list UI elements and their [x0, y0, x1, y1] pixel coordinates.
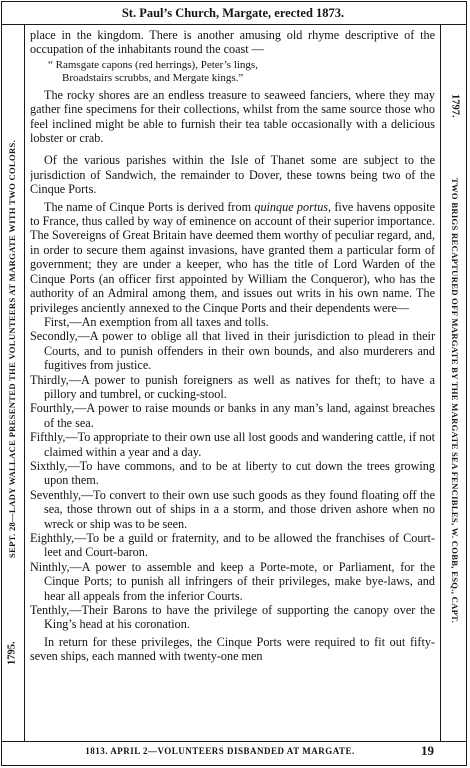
left-margin-note: [3, 57, 21, 665]
privilege-item: Secondly,—A power to oblige all that lived in their jurisdiction to plead in their Courts, and to punish offenders in their own bounds, and also murderers and fugitives from justice.: [30, 329, 435, 373]
page-number: 19: [421, 743, 434, 758]
left-margin-events: SEPT. 28—LADY WALLACE PRESENTED THE VOLUNTEERS AT MARGATE WITH TWO COLORS.: [7, 140, 17, 559]
footer-rule: [1, 741, 467, 742]
privilege-item: Fifthly,—To appropriate to their own use all lost goods and wandering cattle, if not claimed within a year and a day.: [30, 430, 435, 459]
privilege-item: First,—An exemption from all taxes and tolls.: [44, 314, 269, 329]
cinque-ports-latin: quinque portus: [254, 199, 329, 214]
footer-events: 1813. APRIL 2—VOLUNTEERS DISBANDED AT MARGATE.: [85, 746, 355, 756]
running-header: St. Paul’s Church, Margate, erected 1873.: [121, 6, 345, 20]
paragraph-seaweed: The rocky shores are an endless treasure to seaweed fanciers, where they may gather fine specimens for their collections, whilst from the same source those who feel inclined might be able to furnish their tea table occasionally with a delicious lobster or crab.: [30, 87, 435, 146]
rhyme-quote: [48, 59, 435, 85]
right-margin-events: TWO BRIGS RECAPTURED OFF MARGATE BY THE MARGATE SEA FENCIBLES, W. COBB, ESQ., CAPT.: [450, 178, 460, 624]
privilege-item: Ninthly,—A power to assemble and keep a Porte-mote, or Parliament, for the Cinque Ports; to punish all infringers of their privileges, make bye-laws, and hear all appeals from the inferior Courts.: [30, 559, 435, 603]
quote-line-1: “ Ramsgate capons (red herrings), Peter’s lings,: [48, 58, 258, 71]
left-margin-year: 1795.: [6, 641, 18, 665]
privilege-item: Thirdly,—A power to punish foreigners as well as natives for theft; to have a pillory and tumbrel, or cucking-stool.: [30, 372, 435, 401]
right-margin-year: 1797.: [449, 94, 461, 118]
privilege-item: Tenthly,—Their Barons to have the privilege of supporting the canopy over the King’s head at his coronation.: [30, 603, 435, 632]
cinque-ports-text-a: The name of Cinque Ports is derived from: [44, 199, 255, 214]
header-rule: [1, 24, 467, 25]
right-margin-rule: [440, 24, 441, 741]
right-margin-note: [446, 94, 464, 684]
privilege-item: Fourthly,—A power to raise mounds or banks in any man’s land, against breaches of the sea.: [30, 401, 435, 430]
paragraph-continuation: place in the kingdom. There is another amusing old rhyme descriptive of the occupation of the inhabitants round the coast —: [30, 28, 435, 57]
privilege-item: Eighthly,—To be a guild or fraternity, and to be allowed the franchises of Court-leet and Court-baron.: [30, 531, 435, 560]
paragraph-cinque-ports: [30, 200, 435, 315]
quote-line-2: Broadstairs scrubbs, and Mergate kings.”: [62, 71, 244, 84]
privilege-item: Seventhly,—To convert to their own use such goods as they found floating off the sea, those thrown out of ships in a a storm, and those driven ashore when no wreck or ship was to be seen.: [30, 487, 435, 531]
left-margin-rule: [24, 24, 25, 741]
privilege-item: Sixthly,—To have commons, and to be at liberty to cut down the trees growing upon them.: [30, 458, 435, 488]
body-text: [30, 28, 435, 738]
cinque-ports-text-b: , five havens opposite to France, thus called by way of eminence on account of their superior importance. The Sovereigns of Great Britain have deemed them worthy of peculiar regard, and, in order to secure them against invasions, have granted them a particular form of government; they are under a keeper, who has the title of Lord Warden of the Cinque Ports (an officer first appointed by William the Conqueror), who has the authority of an Admiral among them, and issues out writs in his own name. The privileges anciently annexed to the Cinque Ports and their dependents were—: [30, 199, 435, 315]
paragraph-return: In return for these privileges, the Cinque Ports were required to fit out fifty-seven ships, each manned with twenty-one men: [30, 634, 435, 664]
paragraph-parishes: Of the various parishes within the Isle of Thanet some are subject to the jurisdiction of Sandwich, the remainder to Dover, these towns being two of the Cinque Ports.: [30, 153, 435, 197]
